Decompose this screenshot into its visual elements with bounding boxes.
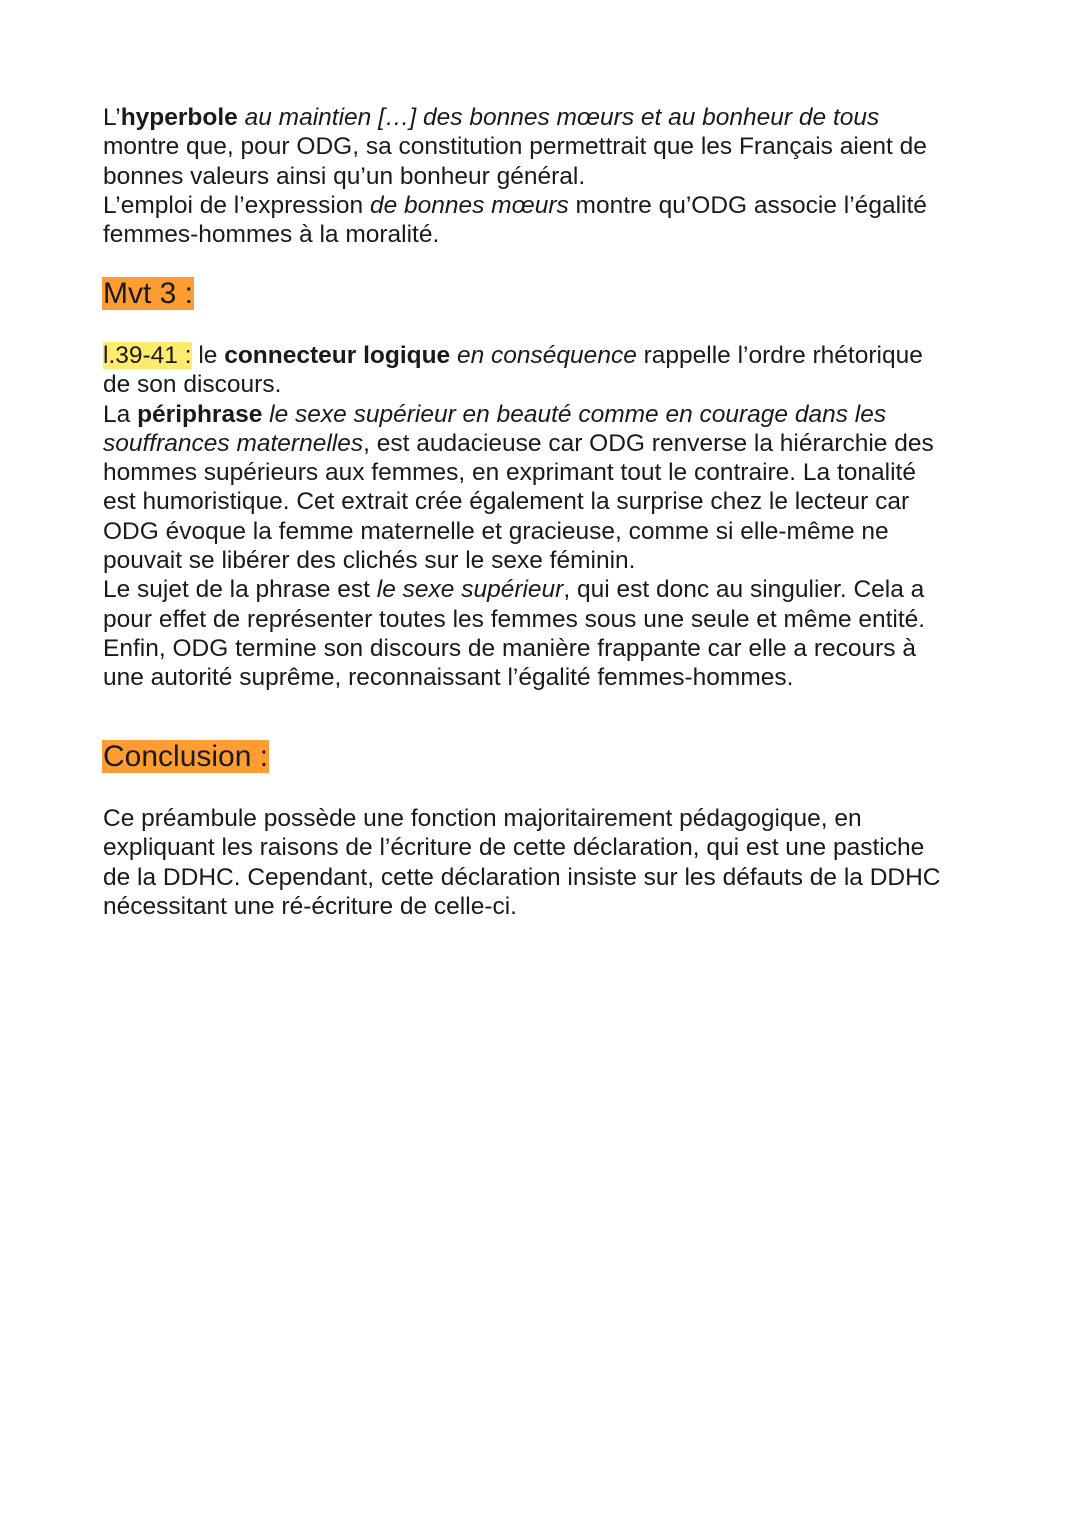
hyperbole-term: hyperbole [120,104,238,131]
quote-italic: le sexe supérieur en beauté comme en courage dans les [262,400,887,428]
mvt3-line-9: Le sujet de la phrase est le sexe supérieur, qui est donc au singulier. Cela a [103,576,925,604]
mvt3-heading [102,276,194,312]
intro-line-2: montre que, pour ODG, sa constitution permettrait que les Français aient de [103,133,927,161]
conclusion-line-4: nécessitant une ré-écriture de celle-ci. [103,892,517,920]
quote-italic: en conséquence [457,342,637,369]
mvt3-line-1: l.39-41 : le connecteur logique en conséquence rappelle l’ordre rhétorique [103,342,923,369]
mvt3-line-11: Enfin, ODG termine son discours de manière frappante car elle a recours à [103,634,916,662]
mvt3-line-5: hommes supérieurs aux femmes, en exprimant tout le contraire. La tonalité [103,459,916,487]
mvt3-line-6: est humoristique. Cet extrait crée également la surprise chez le lecteur car [103,488,910,516]
mvt3-line-3: La périphrase le sexe supérieur en beauté comme en courage dans les [103,400,887,428]
intro-line-1: L’hyperbole au maintien […] des bonnes mœurs et au bonheur de tous [103,104,880,131]
intro-line-4: L’emploi de l’expression de bonnes mœurs montre qu’ODG associe l’égalité [103,191,927,219]
quote-italic: de bonnes mœurs [369,191,569,219]
intro-paragraph [103,103,983,249]
conclusion-line-3: de la DDHC. Cependant, cette déclaration insiste sur les défauts de la DDHC [103,863,941,891]
conclusion-line-2: expliquant les raisons de l’écriture de cette déclaration, qui est une pastiche [103,834,925,862]
quote-italic: souffrances maternelles [103,429,364,457]
conclusion-line-1: Ce préambule possède une fonction majoritairement pédagogique, en [103,805,862,832]
mvt3-line-10: pour effet de représenter toutes les femmes sous une seule et même entité. [103,605,926,633]
conclusion-heading-highlight: Conclusion : [103,740,269,773]
connector-term: connecteur logique [224,342,451,369]
quote-italic: au maintien […] des bonnes mœurs et au bonheur de tous [237,104,880,131]
mvt3-line-7: ODG évoque la femme maternelle et gracieuse, comme si elle-même ne [103,517,889,545]
conclusion-paragraph [103,804,983,921]
mvt3-line-4: souffrances maternelles, est audacieuse car ODG renverse la hiérarchie des [103,429,934,457]
line-reference-highlight: l.39-41 : [103,342,192,369]
conclusion-heading [102,739,269,775]
periphrase-term: périphrase [137,400,263,428]
intro-line-5: femmes-hommes à la moralité. [103,221,440,249]
mvt3-paragraph [103,341,983,693]
mvt3-line-8: pouvait se libérer des clichés sur le sexe féminin. [103,547,636,575]
quote-italic: le sexe supérieur [376,576,564,604]
mvt3-line-12: une autorité suprême, reconnaissant l’égalité femmes-hommes. [103,664,794,692]
mvt3-line-2: de son discours. [103,371,282,399]
intro-line-3: bonnes valeurs ainsi qu’un bonheur général. [103,162,586,190]
mvt3-heading-highlight: Mvt 3 : [103,277,194,310]
